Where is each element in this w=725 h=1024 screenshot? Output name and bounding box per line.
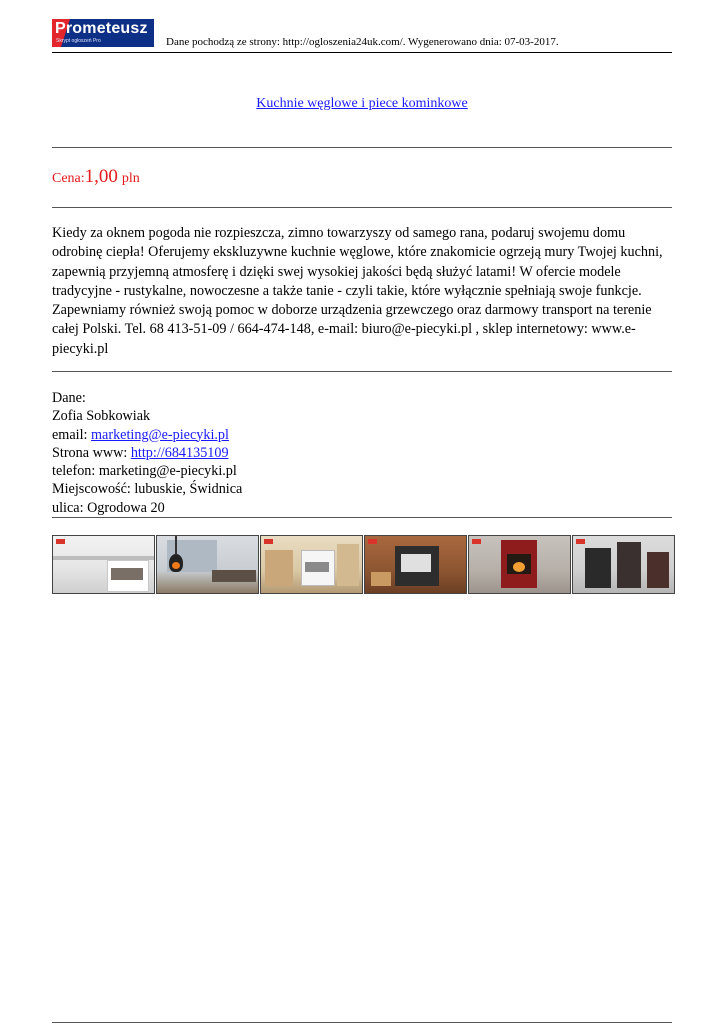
email-label: email: [52, 426, 92, 443]
contact-phone-row [52, 462, 242, 480]
phone-value: marketing@e-piecyki.pl [98, 463, 237, 480]
stove-shape [617, 542, 641, 588]
thumbnail-badge [264, 539, 273, 544]
flue-pipe [175, 536, 177, 554]
listing-title-link[interactable]: Kuchnie węglowe i piece kominkowe [256, 96, 468, 111]
gallery-thumbnail[interactable] [468, 535, 571, 594]
contact-block [52, 389, 242, 517]
contact-city-row [52, 480, 242, 498]
thumbnail-badge [472, 539, 481, 544]
city-value: lubuskie, Świdnica [134, 481, 243, 498]
stove-shape [585, 548, 611, 588]
street-value: Ogrodowa 20 [87, 499, 165, 516]
flame-shape [172, 562, 180, 569]
stove-door [305, 562, 329, 572]
gallery-thumbnail[interactable] [260, 535, 363, 594]
contact-heading: Dane: [52, 390, 86, 406]
footer-divider [52, 1022, 672, 1023]
www-link[interactable]: http://684135109 [130, 444, 229, 461]
cabinet-shape [265, 550, 293, 586]
divider [52, 517, 672, 518]
gallery-thumbnail[interactable] [364, 535, 467, 594]
page-header [52, 14, 672, 53]
city-label: Miejscowość: [52, 481, 135, 498]
sofa-shape [212, 570, 256, 582]
thumbnail-badge [368, 539, 377, 544]
photo-gallery [52, 535, 672, 594]
stove-panel [401, 554, 431, 572]
firewood-shape [371, 572, 391, 586]
divider [52, 371, 672, 372]
price-value: 1,00 [84, 166, 118, 187]
contact-street-row [52, 499, 242, 517]
divider [52, 147, 672, 148]
contact-email-row [52, 426, 242, 444]
listing-description: Kiedy za oknem pogoda nie rozpieszcza, zimno towarzyszy od samego rana, podaruj swojemu domu odrobinę ciepła! Oferujemy ekskluzywne kuchnie węglowe, które znakomicie ogrzeją mury Twojej kuchni, zapewnią przyjemną atmosferę i dzięki swej wysokiej jakości będą służyć latami! W ofercie modele tradycyjne - rustykalne, nowoczesne a także tanie - czyli takie, które wyłącznie spełniają swoje funkcje. Zapewniamy również swoją pomoc w doborze urządzenia grzewczego oraz darmowy transport na terenie całej Polski. Tel. 68 413-51-09 / 664-474-148, e-mail: biuro@e-piecyki.pl , sklep internetowy: www.e-piecyki.pl [52, 225, 663, 357]
shelf-shape [337, 544, 359, 586]
email-link[interactable]: marketing@e-piecyki.pl [91, 426, 229, 443]
contact-www-row [52, 444, 242, 462]
source-line: Dane pochodzą ze strony: http://ogloszenia24uk.com/. Wygenerowano dnia: 07-03-2017. [166, 36, 559, 48]
thumbnail-badge [56, 539, 65, 544]
www-label: Strona www: [52, 444, 131, 461]
gallery-thumbnail[interactable] [156, 535, 259, 594]
price [52, 166, 140, 188]
flame-shape [513, 562, 525, 572]
logo-text: Prometeusz [55, 20, 148, 37]
document-page [52, 0, 672, 1024]
street-label: ulica: [52, 499, 88, 516]
contact-name: Zofia Sobkowiak [52, 408, 151, 425]
price-currency: pln [121, 171, 140, 186]
price-label: Cena: [52, 171, 85, 186]
gallery-thumbnail[interactable] [572, 535, 675, 594]
stove-door [111, 568, 143, 580]
stove-shape [647, 552, 669, 588]
prometeusz-logo[interactable] [52, 19, 154, 47]
phone-label: telefon: [52, 463, 99, 480]
thumbnail-badge [576, 539, 585, 544]
logo-tagline: Skrypt ogłoszeń Pro [56, 38, 101, 44]
title-wrap [52, 94, 672, 112]
divider [52, 207, 672, 208]
gallery-thumbnail[interactable] [52, 535, 155, 594]
